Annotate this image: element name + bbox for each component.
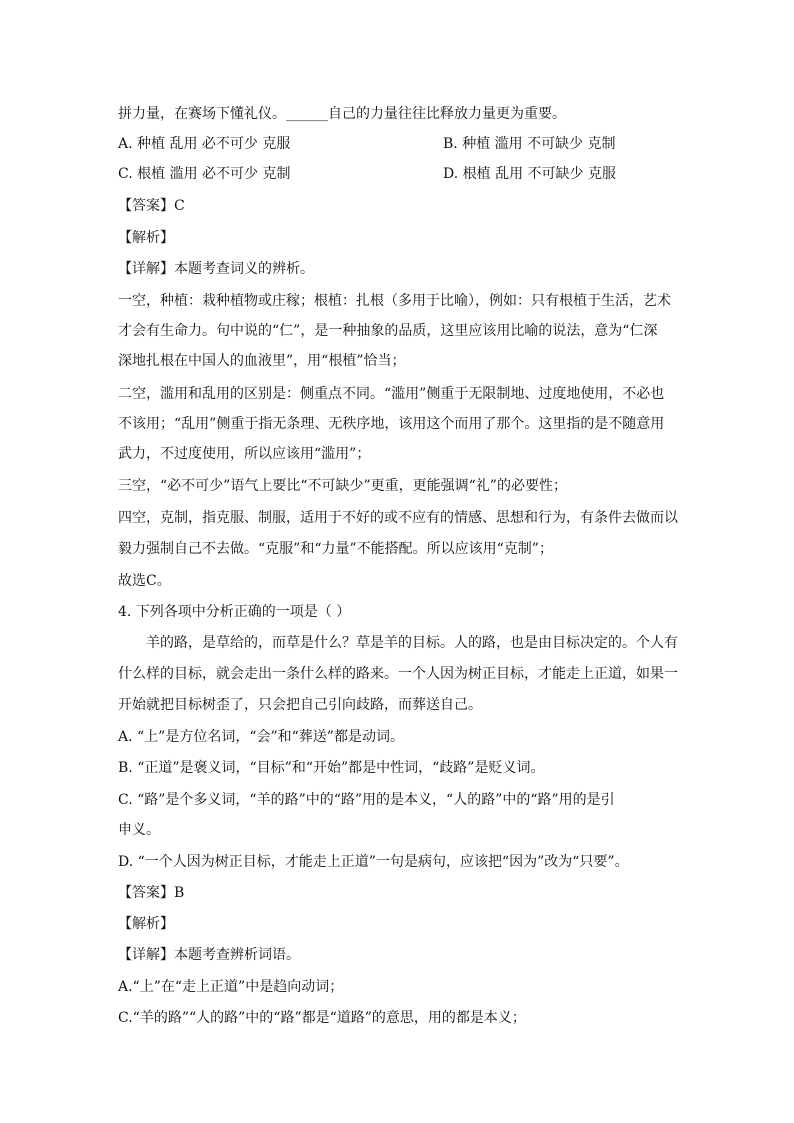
option-a: A. 种植 乱用 必不可少 克服 <box>118 136 291 152</box>
analysis-label: 【解析】 <box>118 916 174 932</box>
answer-label: 【答案】C <box>118 198 185 214</box>
explanation-line: C.“羊的路”“人的路”中的“路”都是“道路”的意思，用的都是本义； <box>118 1010 526 1026</box>
explanation-line: 三空，“必不可少”语气上要比“不可缺少”更重，更能强调“礼”的必要性； <box>118 478 567 494</box>
passage-line: 羊的路，是草给的，而草是什么？草是羊的目标。人的路，也是由目标决定的。个人有 <box>146 635 678 651</box>
option-c-continuation: 申义。 <box>118 822 160 838</box>
conclusion: 故选C。 <box>118 573 171 589</box>
option-b: B. “正道”是褒义词，“目标”和“开始”都是中性词，“歧路”是贬义词。 <box>118 760 545 776</box>
option-c: C. “路”是个多义词，“羊的路”中的“路”用的是本义，“人的路”中的“路”用的是引 <box>118 792 615 808</box>
explanation-line: 四空，克制，指克服、制服，适用于不好的或不应有的情感、思想和行为，有条件去做而以 <box>118 510 678 526</box>
answer-label: 【答案】B <box>118 885 185 901</box>
option-d: D. “一个人因为树正目标，才能走上正道”一句是病句，应该把“因为”改为“只要”。 <box>118 854 629 870</box>
explanation-line: 二空，滥用和乱用的区别是：侧重点不同。“滥用”侧重于无限制地、过度地使用，不必也 <box>118 386 665 402</box>
explanation-line: 毅力强制自己不去做。“克服”和“力量”不能搭配。所以应该用“克制”； <box>118 541 553 557</box>
question-4-stem: 4. 下列各项中分析正确的一项是（ ） <box>118 604 351 620</box>
analysis-label: 【解析】 <box>118 230 174 246</box>
explanation-line: A.“上”在“走上正道”中是趋向动词； <box>118 979 344 995</box>
explanation-line: 才会有生命力。句中说的“仁”，是一种抽象的品质，这里应该用比喻的说法，意为“仁深 <box>118 323 658 339</box>
detail-heading: 【详解】本题考查词义的辨析。 <box>118 261 314 277</box>
option-d: D. 根植 乱用 不可缺少 克服 <box>443 166 616 182</box>
explanation-line: 武力，不过度使用，所以应该用“滥用”； <box>118 446 371 462</box>
passage-line: 开始就把目标树歪了，只会把自己引向歧路，而葬送自己。 <box>118 697 482 713</box>
option-a: A. “上”是方位名词，“会”和“葬送”都是动词。 <box>118 729 404 745</box>
explanation-line: 一空，种植：栽种植物或庄稼；根植：扎根（多用于比喻），例如：只有根植于生活，艺术 <box>118 293 671 309</box>
detail-heading: 【详解】本题考查辨析词语。 <box>118 947 300 963</box>
question-stem-continuation: 拼力量，在赛场下懂礼仪。______自己的力量往往比释放力量更为重要。 <box>118 106 566 122</box>
option-c: C. 根植 滥用 必不可少 克制 <box>118 166 291 182</box>
passage-line: 什么样的目标，就会走出一条什么样的路来。一个人因为树正目标，才能走上正道，如果一 <box>118 666 678 682</box>
explanation-line: 深地扎根在中国人的血液里”，用“根植”恰当； <box>118 353 406 369</box>
option-b: B. 种植 滥用 不可缺少 克制 <box>443 136 616 152</box>
explanation-line: 不该用；“乱用”侧重于指无条理、无秩序地，该用这个而用了那个。这里指的是不随意用 <box>118 416 665 432</box>
